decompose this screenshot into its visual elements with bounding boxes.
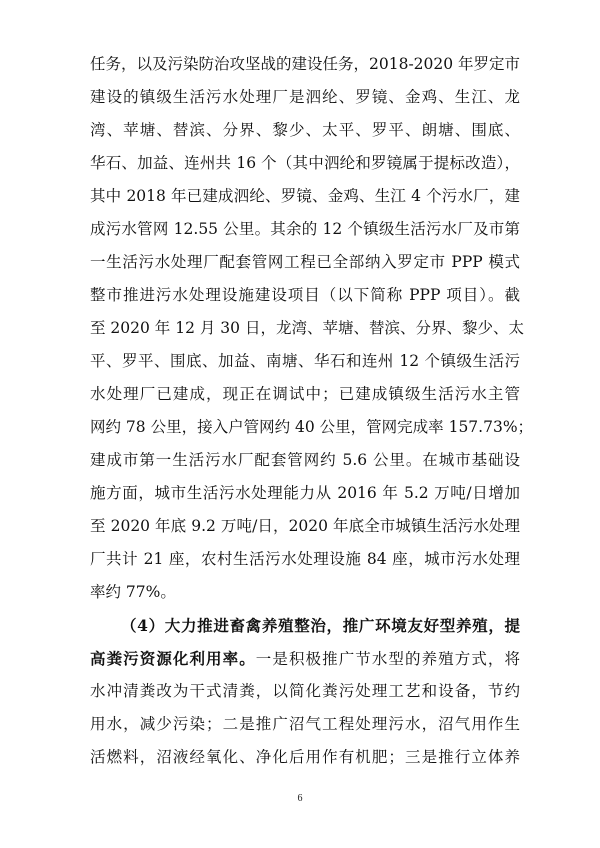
text-line: 施方面，城市生活污水处理能力从 2016 年 5.2 万吨/日增加 — [90, 484, 520, 502]
text-line — [90, 642, 520, 675]
text-span: 一是积极推广节水型的养殖方式，将 — [255, 650, 520, 668]
text-line: 水处理厂已建成，现正在调试中；已建成镇级生活污水主管 — [90, 385, 520, 403]
text-line: 湾、苹塘、替滨、分界、黎少、太平、罗平、朗塘、围底、 — [90, 121, 520, 139]
text-line: 水冲清粪改为干式清粪，以简化粪污处理工艺和设备，节约 — [90, 682, 520, 700]
text-line: 成污水管网 12.55 公里。其余的 12 个镇级生活污水厂及市第 — [90, 220, 520, 238]
page-number: 6 — [297, 793, 303, 804]
section-heading-continued: 高粪污资源化利用率。 — [90, 649, 256, 668]
text-line: 平、罗平、围底、加益、南塘、华石和连州 12 个镇级生活污 — [90, 352, 520, 370]
text-line: 其中 2018 年已建成泗纶、罗镜、金鸡、生江 4 个污水厂，建 — [90, 187, 520, 205]
text-line: 厂共计 21 座，农村生活污水处理设施 84 座，城市污水处理 — [90, 550, 520, 568]
text-line: 整市推进污水处理设施建设项目（以下简称 PPP 项目）。截 — [90, 286, 520, 304]
text-line: 一生活污水处理厂配套管网工程已全部纳入罗定市 PPP 模式 — [90, 253, 520, 271]
section-heading: （4）大力推进畜禽养殖整治，推广环境友好型养殖，提 — [121, 616, 520, 635]
text-line: 至 2020 年底 9.2 万吨/日，2020 年底全市城镇生活污水处理 — [90, 517, 520, 535]
text-line: 率约 77%。 — [90, 583, 176, 601]
text-line: 建设的镇级生活污水处理厂是泗纶、罗镜、金鸡、生江、龙 — [90, 88, 520, 106]
text-line: 任务，以及污染防治攻坚战的建设任务，2018-2020 年罗定市 — [90, 55, 521, 73]
text-line: 用水，减少污染；二是推广沼气工程处理污水，沼气用作生 — [90, 715, 520, 733]
text-line: 华石、加益、连州共 16 个（其中泗纶和罗镜属于提标改造）， — [90, 154, 520, 172]
text-line: 活燃料，沼液经氧化、净化后用作有机肥；三是推行立体养 — [90, 748, 520, 766]
text-line: 至 2020 年 12 月 30 日，龙湾、苹塘、替滨、分界、黎少、太 — [90, 319, 524, 337]
text-line: 建成市第一生活污水厂配套管网约 5.6 公里。在城市基础设 — [90, 451, 520, 469]
text-line: 网约 78 公里，接入户管网约 40 公里，管网完成率 157.73%； — [90, 418, 534, 436]
body-text — [90, 48, 534, 774]
